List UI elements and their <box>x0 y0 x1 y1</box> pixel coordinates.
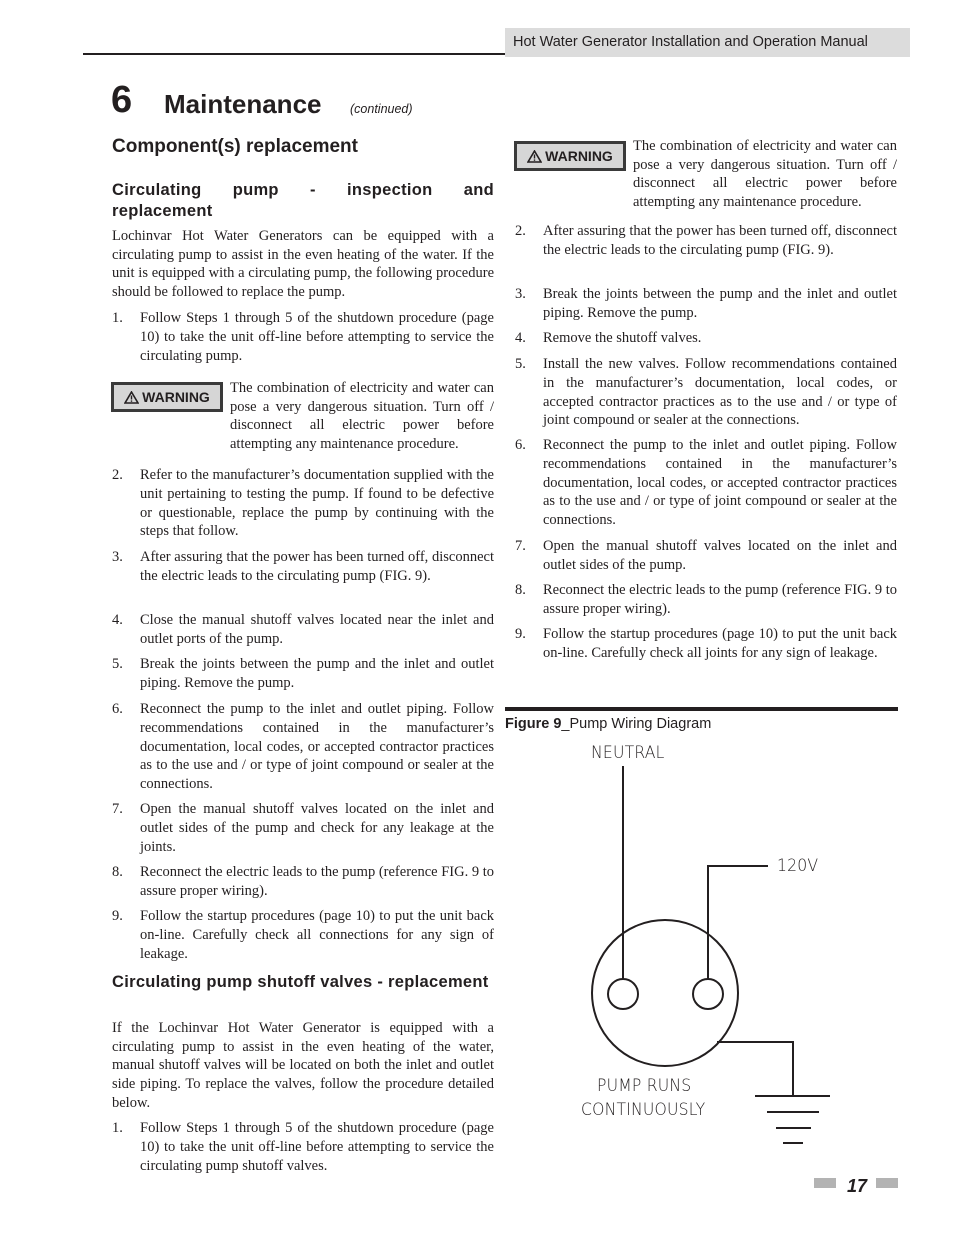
pump-body-circle <box>592 920 738 1066</box>
list-item <box>515 537 897 575</box>
list-text: Follow the startup procedures (page 10) to put the unit back on-line. Carefully check all connections for any sign of leakage. <box>140 908 494 962</box>
list-item <box>112 907 494 964</box>
warning-triangle-icon <box>124 391 139 404</box>
chapter-continued: (continued) <box>350 102 413 116</box>
list-number: 9. <box>112 908 123 924</box>
list-number: 4. <box>112 612 123 628</box>
subsection-title-valves-replacement: Circulating pump shutoff valves - replacement <box>112 973 489 991</box>
list-number: 5. <box>515 356 526 372</box>
warning-text: The combination of electricity and water can pose a very dangerous situation. Turn off / disconnect all electric power before attempting any maintenance procedure. <box>633 138 897 211</box>
warning-badge <box>514 141 626 171</box>
footer-bar-left <box>814 1178 836 1188</box>
list-text: Break the joints between the pump and the inlet and outlet piping. Remove the pump. <box>543 286 897 321</box>
list-item <box>112 1119 494 1176</box>
list-number: 1. <box>112 1120 123 1136</box>
warning-label: WARNING <box>142 389 210 405</box>
valves-intro-paragraph: If the Lochinvar Hot Water Generator is equipped with a circulating pump to assist in the even heating of the water, manual shutoff valves will be located on both the inlet and outlet side piping. To replace the valves, follow the procedure detailed below. <box>112 1020 494 1111</box>
list-text: Install the new valves. Follow recommendations contained in the manufacturer’s documentation, local codes, or accepted contractor practices as to the use and / or type of joint compound or sealer at the connections. <box>543 356 897 429</box>
list-number: 5. <box>112 656 123 672</box>
ground-wire <box>717 1042 793 1096</box>
list-item <box>112 466 494 542</box>
warning-badge <box>111 382 223 412</box>
chapter-title: Maintenance <box>164 89 322 119</box>
list-number: 8. <box>515 582 526 598</box>
footer-bar-right <box>876 1178 898 1188</box>
list-item <box>515 355 897 431</box>
list-text: Open the manual shutoff valves located on the inlet and outlet sides of the pump. <box>543 538 897 573</box>
list-text: Open the manual shutoff valves located on the inlet and outlet sides of the pump and check for any leakage at the joints. <box>140 801 494 855</box>
list-number: 9. <box>515 626 526 642</box>
figure-caption <box>505 714 711 734</box>
chapter-number: 6 <box>111 79 133 121</box>
list-number: 6. <box>112 701 123 717</box>
warning-label: WARNING <box>545 148 613 164</box>
list-text: Reconnect the pump to the inlet and outlet piping. Follow recommendations contained in the manufacturer’s documentation, local codes, or accepted contractor practices as to the use and / or type of joint compound or sealer at the connections. <box>140 701 494 793</box>
list-text: Reconnect the pump to the inlet and outlet piping. Follow recommendations contained in the manufacturer’s documentation, local codes, or accepted contractor practices as to the use and / or type of joint compound or sealer at the connections. <box>543 437 897 529</box>
list-number: 7. <box>515 538 526 554</box>
list-text: Follow Steps 1 through 5 of the shutdown procedure (page 10) to take the unit off-line before attempting to service the circulating pump. <box>140 310 494 364</box>
list-number: 4. <box>515 330 526 346</box>
neutral-terminal <box>608 979 638 1009</box>
list-number: 1. <box>112 310 123 326</box>
list-text: Refer to the manufacturer’s documentation supplied with the unit pertaining to testing the pump. If found to be defective or questionable, replace the pump by continuing with the steps that follow. <box>140 467 494 540</box>
hot-terminal <box>693 979 723 1009</box>
list-text: Reconnect the electric leads to the pump (reference FIG. 9 to assure proper wiring). <box>140 864 494 899</box>
list-item <box>112 863 494 901</box>
list-text: After assuring that the power has been turned off, disconnect the electric leads to the circulating pump (FIG. 9). <box>140 549 494 584</box>
list-item <box>112 800 494 857</box>
list-item <box>515 625 897 682</box>
list-number: 2. <box>515 223 526 239</box>
list-text: Close the manual shutoff valves located near the inlet and outlet ports of the pump. <box>140 612 494 647</box>
list-text: Reconnect the electric leads to the pump (reference FIG. 9 to assure proper wiring). <box>543 582 897 617</box>
list-text: Follow Steps 1 through 5 of the shutdown procedure (page 10) to take the unit off-line before attempting to service the circulating pump shutoff valves. <box>140 1120 494 1174</box>
section-title: Component(s) replacement <box>112 136 358 157</box>
list-text: Follow the startup procedures (page 10) to put the unit back on-line. Carefully check all joints for any sign of leakage. <box>543 626 897 661</box>
neutral-label: NEUTRAL <box>591 743 665 763</box>
wiring-diagram-drawing <box>505 738 905 1158</box>
continuously-label: CONTINUOUSLY <box>581 1100 706 1120</box>
pump-runs-label: PUMP RUNS <box>597 1076 692 1096</box>
figure-rule <box>505 707 898 711</box>
page-number: 17 <box>846 1176 868 1196</box>
list-number: 6. <box>515 437 526 453</box>
list-item <box>515 285 897 323</box>
list-item <box>112 700 494 795</box>
list-item <box>112 611 494 649</box>
list-item <box>112 548 494 605</box>
header-rule <box>83 53 505 55</box>
list-text: Break the joints between the pump and the inlet and outlet piping. Remove the pump. <box>140 656 494 691</box>
list-text: After assuring that the power has been turned off, disconnect the electric leads to the circulating pump (FIG. 9). <box>543 223 897 258</box>
figure-caption-text: _Pump Wiring Diagram <box>561 716 712 732</box>
list-number: 8. <box>112 864 123 880</box>
list-item <box>515 329 897 348</box>
list-number: 3. <box>112 549 123 565</box>
voltage-label: 120V <box>777 856 819 876</box>
subsection-title-pump-replacement: Circulating pump - inspection and replacement <box>112 181 494 220</box>
warning-triangle-icon <box>527 150 542 163</box>
pump-intro-paragraph: Lochinvar Hot Water Generators can be equipped with a circulating pump to assist in the even heating of the water. If the unit is equipped with a circulating pump, the following procedure should be followed to replace the pump. <box>112 228 494 301</box>
list-item <box>515 222 897 279</box>
hot-wire <box>708 866 768 979</box>
warning-text: The combination of electricity and water can pose a very dangerous situation. Turn off / disconnect all electric power before attempting any maintenance procedure. <box>230 380 494 453</box>
list-item <box>112 655 494 693</box>
pump-wiring-diagram <box>505 738 905 1158</box>
figure-label: Figure 9 <box>505 716 562 732</box>
list-number: 3. <box>515 286 526 302</box>
manual-title: Hot Water Generator Installation and Operation Manual <box>505 28 910 57</box>
list-number: 7. <box>112 801 123 817</box>
list-item <box>112 309 494 366</box>
list-number: 2. <box>112 467 123 483</box>
list-item <box>515 436 897 531</box>
list-item <box>515 581 897 619</box>
list-text: Remove the shutoff valves. <box>543 330 702 346</box>
